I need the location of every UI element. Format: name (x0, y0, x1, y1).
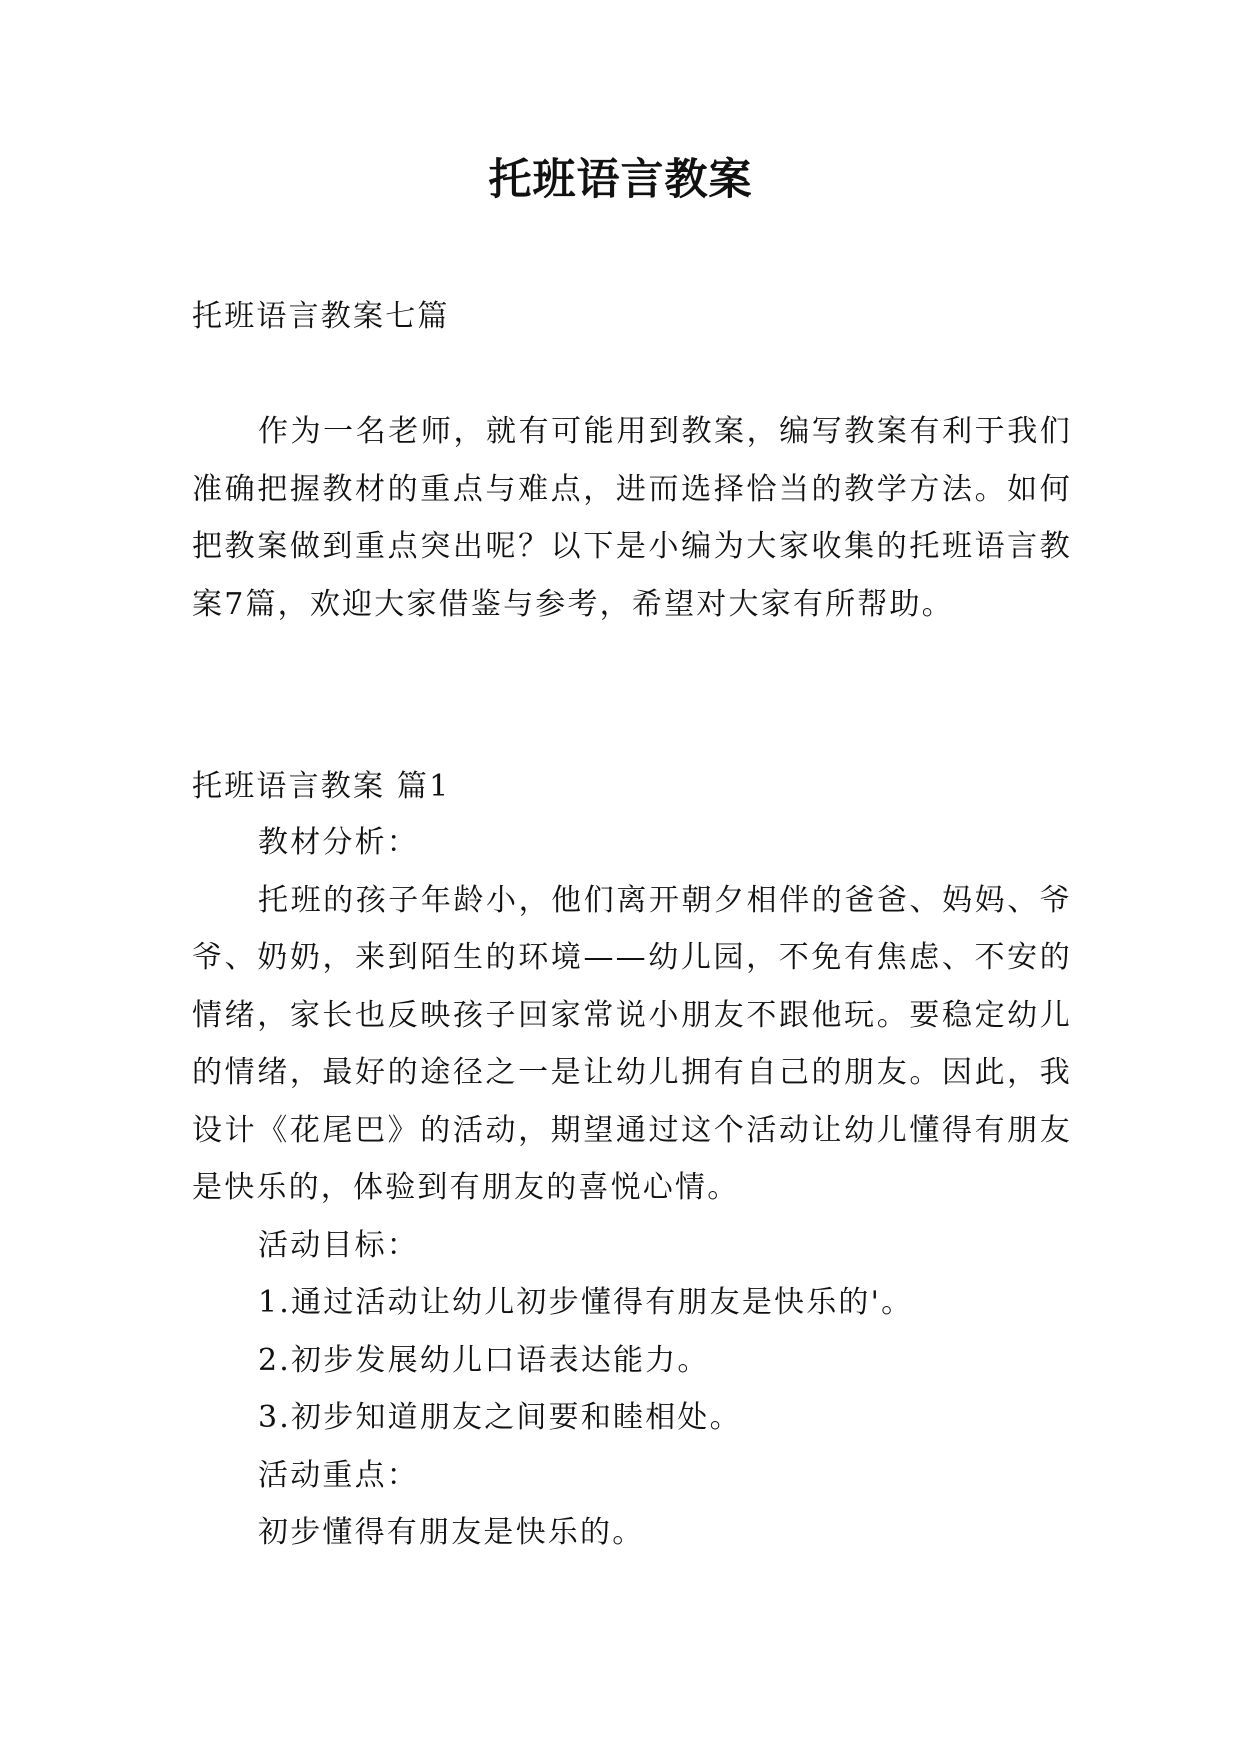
goal-item: 3.初步知道朋友之间要和睦相处。 (258, 1400, 742, 1435)
document-title: 托班语言教案 (488, 155, 753, 205)
focus-text: 初步懂得有朋友是快乐的。 (258, 1515, 645, 1550)
goal-item: 2.初步发展幼儿口语表达能力。 (258, 1342, 710, 1378)
material-label: 教材分析： (258, 825, 419, 860)
goals-label: 活动目标： (258, 1227, 419, 1263)
intro-paragraph: 作为一名老师，就有可能用到教案，编写教案有利于我们准确把握教材的重点与难点，进而选择恰当的教学方法。如何把教案做到重点突出呢？以下是小编为大家收集的托班语言教案7篇，欢迎大家借鉴与参考，希望对大家有所帮助。 (192, 414, 1072, 622)
focus-label: 活动重点： (258, 1457, 419, 1493)
section-body (192, 814, 1072, 1562)
material-paragraph: 托班的孩子年龄小，他们离开朝夕相伴的爸爸、妈妈、爷爷、奶奶，来到陌生的环境——幼儿园，不免有焦虑、不安的情绪，家长也反映孩子回家常说小朋友不跟他玩。要稳定幼儿的情绪，最好的途径之一是让幼儿拥有自己的朋友。因此，我设计《花尾巴》的活动，期望通过这个活动让幼儿懂得有朋友是快乐的，体验到有朋友的喜悦心情。 (192, 882, 1072, 1205)
goal-item: 1.通过活动让幼儿初步懂得有朋友是快乐的'。 (258, 1285, 914, 1320)
document-subtitle: 托班语言教案七篇 (192, 299, 450, 334)
section-heading: 托班语言教案 篇1 (192, 769, 451, 804)
